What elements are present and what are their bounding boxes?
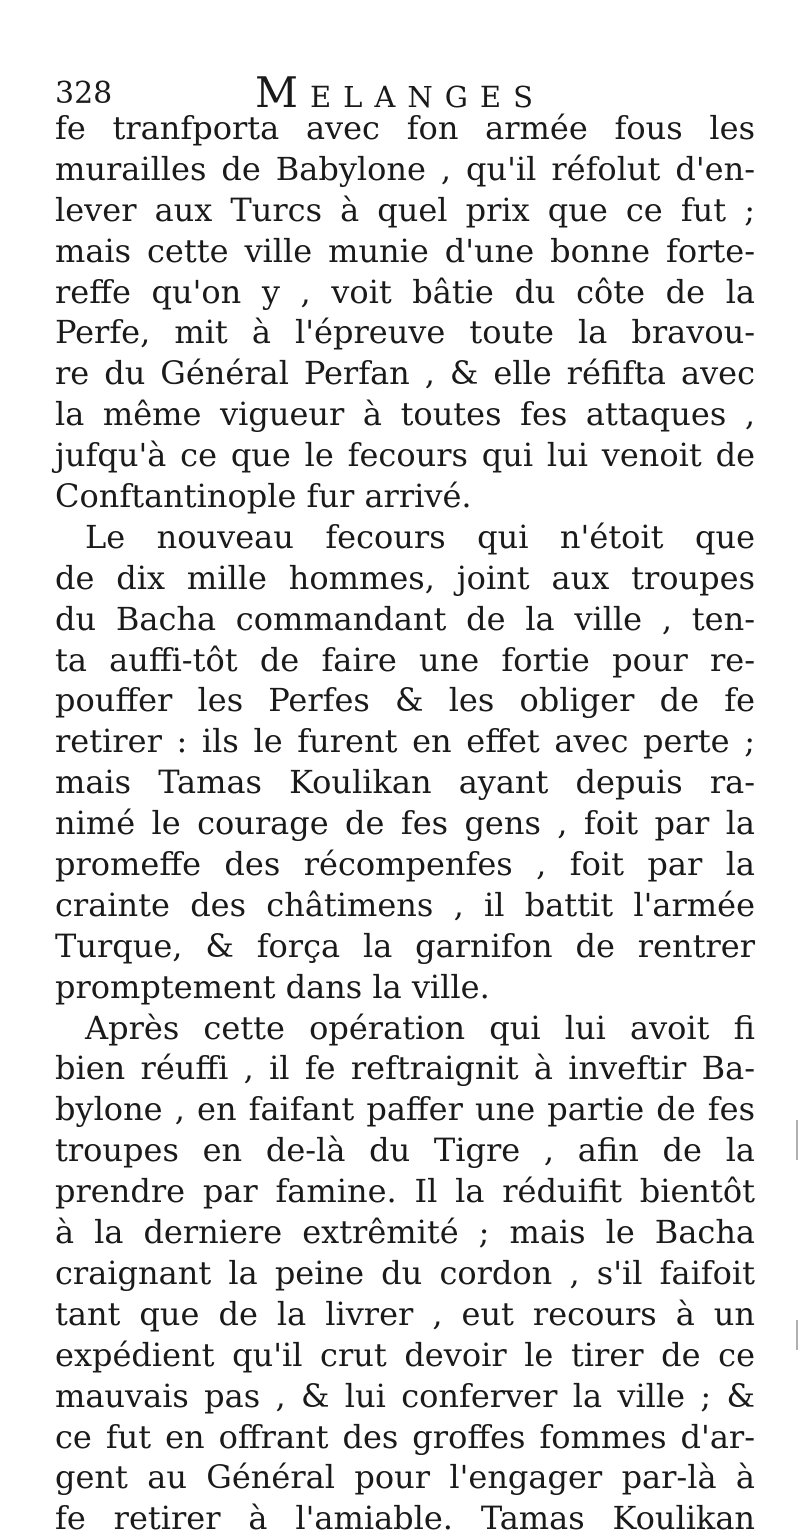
page-edge-shadow	[796, 1120, 798, 1160]
text-line: expédient qu'il crut devoir le tirer de ce	[55, 1335, 755, 1374]
paragraph-end-line: promptement dans la ville.	[55, 967, 490, 1006]
text-line: mais Tamas Koulikan ayant depuis ra-	[55, 763, 755, 802]
text-line: jufqu'à ce que le fecours qui lui venoit de	[55, 436, 755, 475]
paragraph-end-line: Conftantinople fur arrivé.	[55, 477, 472, 516]
text-line: la même vigueur à toutes fes attaques ,	[55, 395, 755, 434]
page-edge-shadow	[796, 1320, 798, 1350]
text-line: gent au Général pour l'engager par-là à	[55, 1458, 755, 1497]
text-line: pouffer les Perfes & les obliger de fe	[55, 681, 755, 720]
paragraph-start-line: Le nouveau fecours qui n'étoit que	[85, 517, 755, 556]
text-line: ce fut en offrant des groffes fommes d'ar-	[55, 1417, 755, 1456]
page-number: 328	[55, 76, 113, 111]
text-line: bylone , en faifant paffer une partie de fes	[55, 1090, 755, 1129]
text-line: tant que de la livrer , eut recours à un	[55, 1294, 755, 1333]
body-text	[55, 108, 755, 1539]
text-line: fe retirer à l'amiable. Tamas Koulikan	[55, 1499, 755, 1538]
text-line: lever aux Turcs à quel prix que ce fut ;	[55, 190, 755, 229]
text-line: reffe qu'on y , voit bâtie du côte de la	[55, 272, 755, 311]
text-line: mais cette ville munie d'une bonne forte-	[55, 231, 755, 270]
text-line: promeffe des récompenfes , foit par la	[55, 845, 755, 884]
text-line: retirer : ils le furent en effet avec perte ;	[55, 722, 755, 761]
text-line: du Bacha commandant de la ville , ten-	[55, 599, 755, 638]
text-line: ta auffi-tôt de faire une fortie pour re-	[55, 640, 755, 679]
text-line: Perfe, mit à l'épreuve toute la bravou-	[55, 313, 755, 352]
text-line: nimé le courage de fes gens , foit par la	[55, 804, 755, 843]
text-line: de dix mille hommes, joint aux troupes	[55, 558, 755, 597]
text-line: re du Général Perfan , & elle réfifta avec	[55, 354, 755, 393]
text-line: crainte des châtimens , il battit l'armée	[55, 885, 755, 924]
text-line: murailles de Babylone , qu'il réfolut d'en-	[55, 149, 755, 188]
text-line: bien réuffi , il fe reftraignit à inveftir Ba-	[55, 1049, 755, 1088]
paragraph-start-line: Après cette opération qui lui avoit fi	[85, 1008, 755, 1047]
text-line: Turque, & força la garnifon de rentrer	[55, 926, 755, 965]
text-line: fe tranfporta avec fon armée fous les	[55, 109, 755, 147]
text-line: troupes en de-là du Tigre , afin de la	[55, 1131, 755, 1170]
running-title: Melanges	[255, 68, 545, 117]
text-line: mauvais pas , & lui conferver la ville ; &	[55, 1376, 755, 1415]
text-line: craignant la peine du cordon , s'il faifoit	[55, 1253, 755, 1292]
text-line: prendre par famine. Il la réduifit bientôt	[55, 1172, 755, 1211]
text-line: à la derniere extrêmité ; mais le Bacha	[55, 1213, 755, 1252]
